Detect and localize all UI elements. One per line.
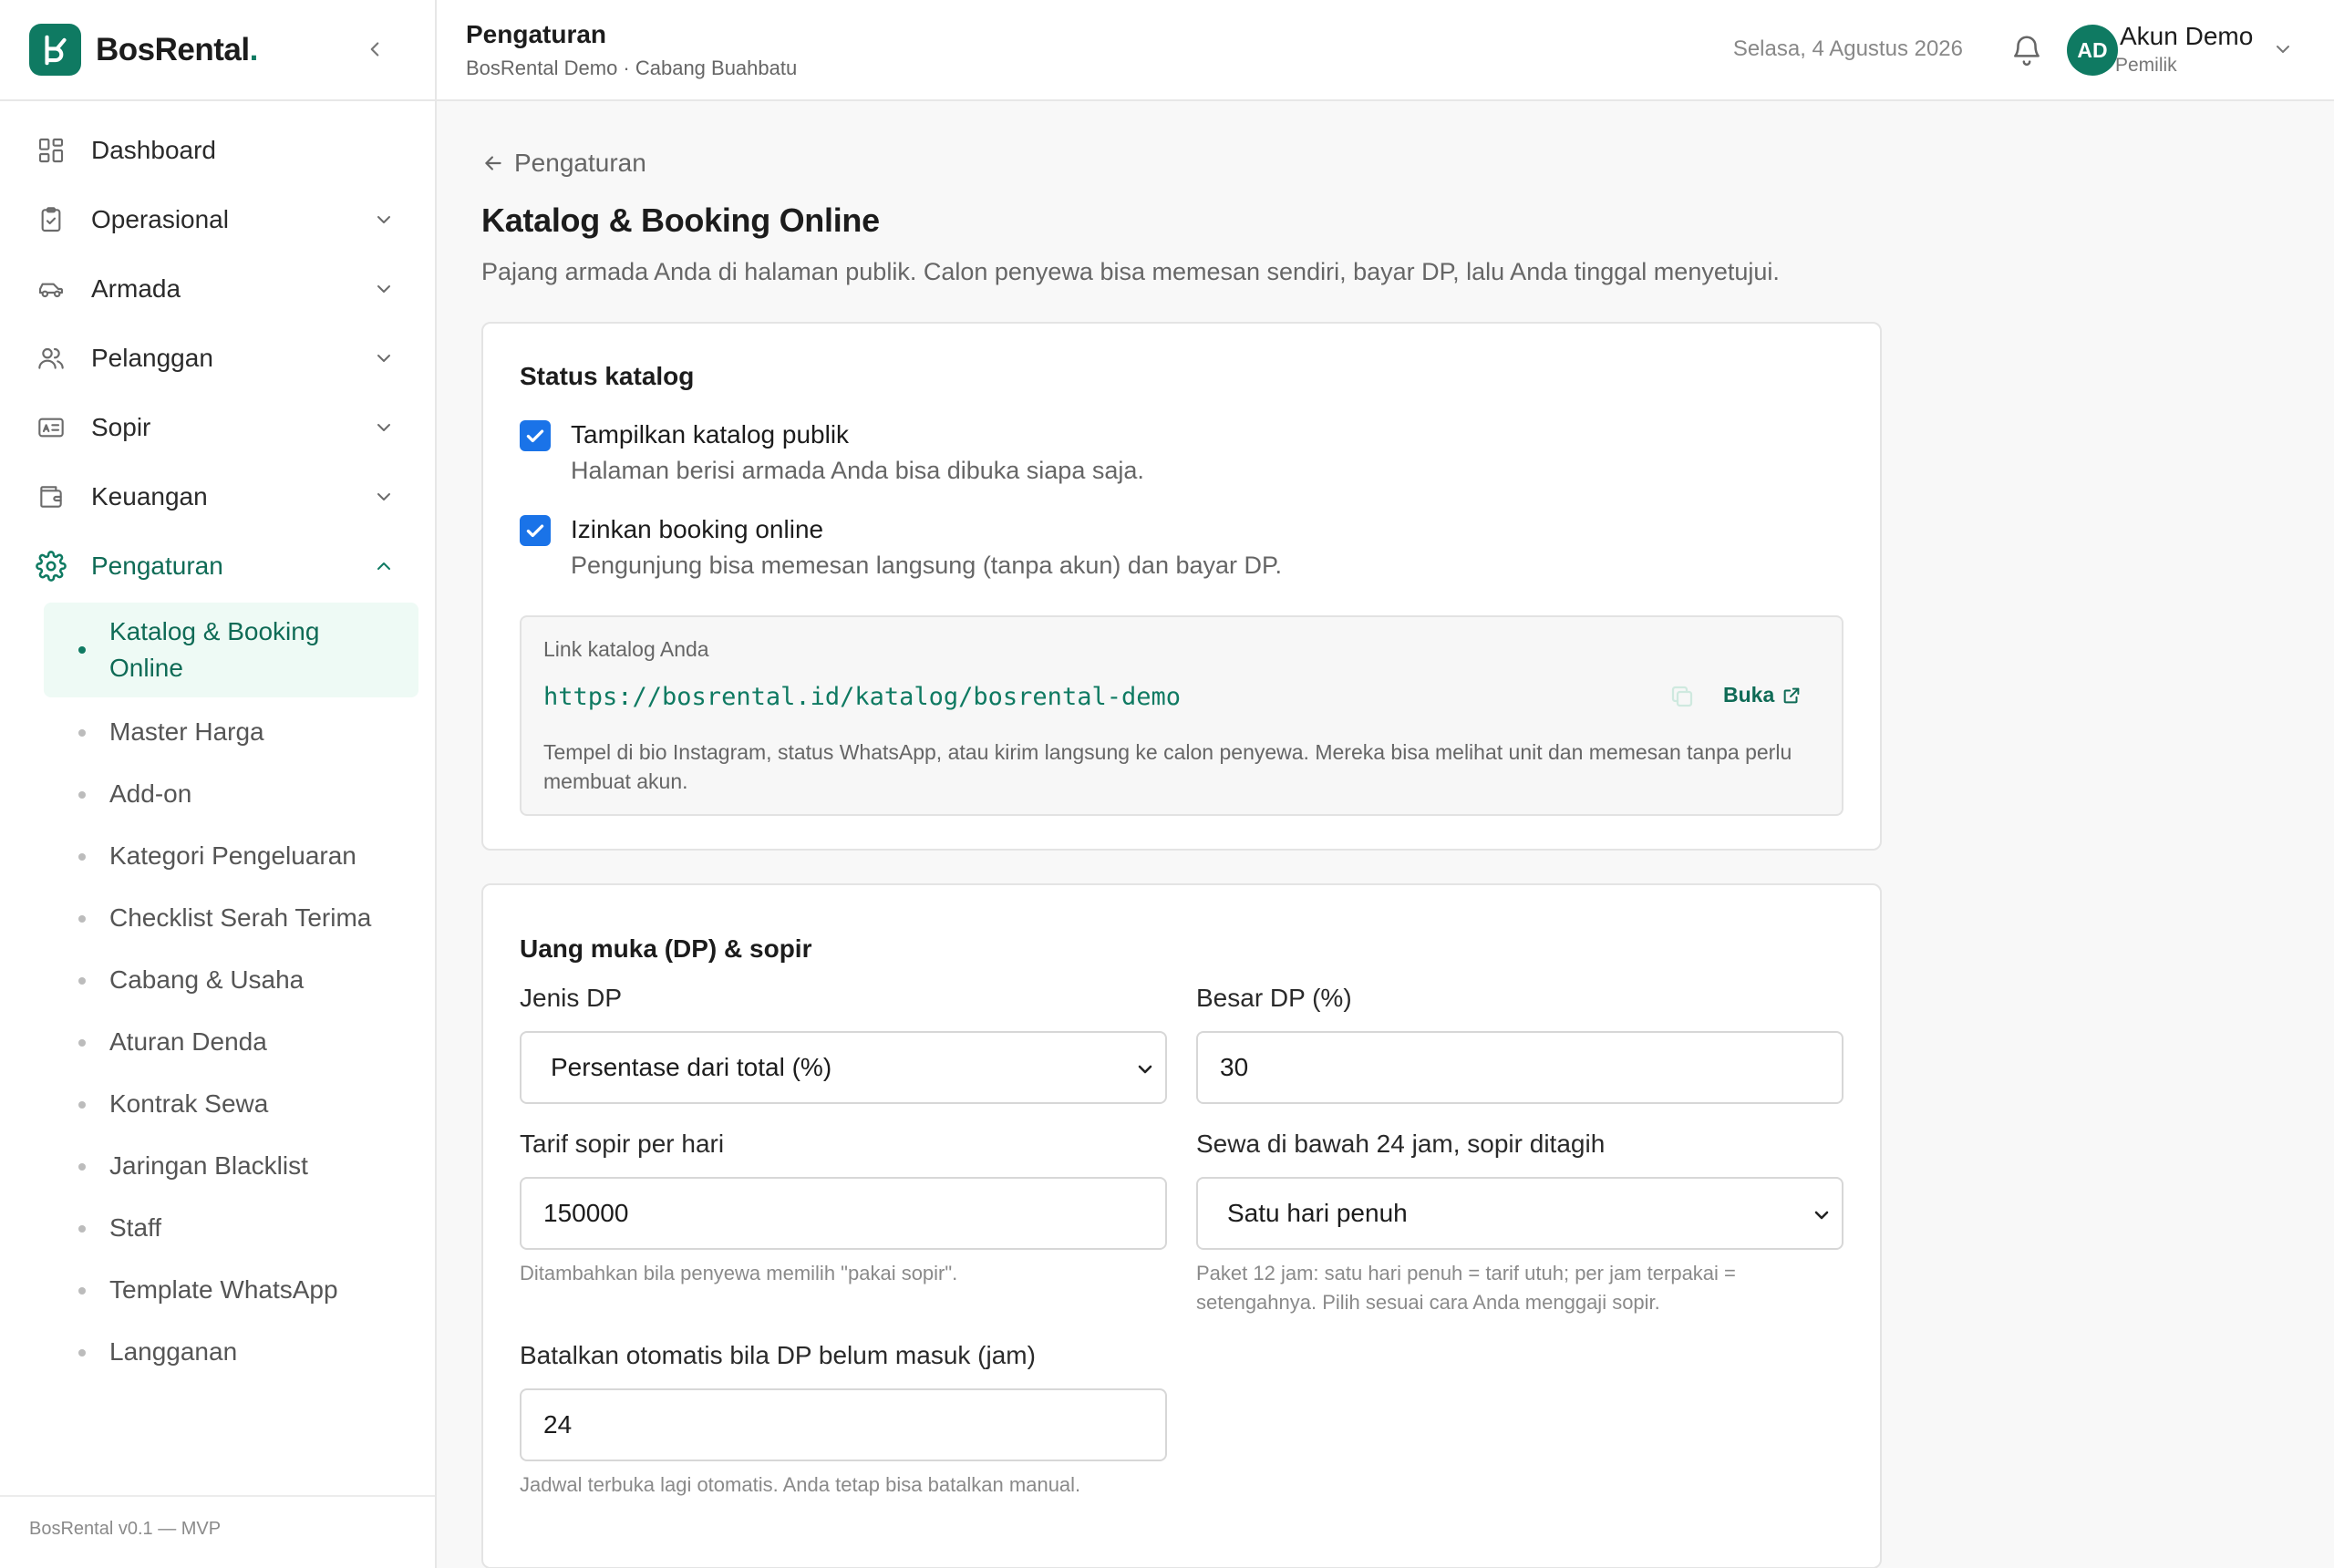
driver-billing-field xyxy=(1196,1130,1843,1317)
sidebar-footer: BosRental v0.1 — MVP xyxy=(0,1495,435,1568)
subnav-item-label: Add-on xyxy=(109,779,192,808)
subnav-item-label: Jaringan Blacklist xyxy=(109,1151,308,1180)
brand-logo-icon[interactable] xyxy=(29,24,81,76)
subnav-item-jaringan-blacklist[interactable] xyxy=(44,1135,418,1197)
chevron-down-icon[interactable] xyxy=(2272,38,2294,60)
open-link-label: Buka xyxy=(1723,683,1775,707)
driver-rate-input[interactable] xyxy=(520,1177,1167,1250)
subnav-item-label: Cabang & Usaha xyxy=(109,965,305,994)
header-title: Pengaturan xyxy=(466,20,607,48)
chevron-left-icon xyxy=(363,37,387,61)
collapse-sidebar-button[interactable] xyxy=(360,35,389,64)
subnav-item-label: Langganan xyxy=(109,1337,238,1366)
user-role: Pemilik xyxy=(2115,55,2177,76)
driver-billing-value: Satu hari penuh xyxy=(1227,1199,1408,1227)
bullet-icon xyxy=(78,1287,86,1295)
dp-amount-input[interactable] xyxy=(1196,1031,1843,1104)
catalog-link-url[interactable]: https://bosrental.id/katalog/bosrental-demo xyxy=(543,683,1181,711)
sidebar-item-operasional[interactable] xyxy=(0,185,435,254)
driver-rate-label: Tarif sopir per hari xyxy=(520,1130,725,1158)
chevron-down-icon xyxy=(373,347,395,369)
auto-cancel-help: Jadwal terbuka lagi otomatis. Anda tetap bisa batalkan manual. xyxy=(520,1473,1081,1496)
open-catalog-link[interactable] xyxy=(1723,683,1802,707)
sidebar-item-armada[interactable] xyxy=(0,254,435,324)
public-catalog-help: Halaman berisi armada Anda bisa dibuka siapa saja. xyxy=(571,457,1144,484)
subnav-item-label: Staff xyxy=(109,1213,162,1242)
subnav-item-label: Template WhatsApp xyxy=(109,1275,338,1304)
subnav-item-langganan[interactable] xyxy=(44,1321,418,1383)
bullet-icon xyxy=(78,729,86,737)
page-description: Pajang armada Anda di halaman publik. Calon penyewa bisa memesan sendiri, bayar DP, lalu Anda tinggal menyetujui. xyxy=(481,258,1780,285)
subnav-item-staff[interactable] xyxy=(44,1197,418,1259)
chevron-up-icon xyxy=(373,555,395,577)
gear-icon xyxy=(35,550,67,583)
chevron-down-icon xyxy=(373,209,395,231)
auto-cancel-input[interactable] xyxy=(520,1388,1167,1461)
top-bar xyxy=(437,0,2334,101)
auto-cancel-field xyxy=(520,1341,1167,1500)
driver-rate-field xyxy=(520,1130,1167,1288)
sidebar-item-pelanggan[interactable] xyxy=(0,324,435,393)
online-booking-label[interactable]: Izinkan booking online xyxy=(571,515,824,543)
clipboard-icon xyxy=(35,203,67,236)
subnav-item-label: Katalog & Booking Online xyxy=(109,617,320,682)
subnav-item-kontrak-sewa[interactable] xyxy=(44,1073,418,1135)
settings-subnav xyxy=(0,601,435,1383)
chevron-down-icon xyxy=(373,278,395,300)
online-booking-help: Pengunjung bisa memesan langsung (tanpa akun) dan bayar DP. xyxy=(571,552,1283,579)
sidebar-item-label: Armada xyxy=(91,274,181,303)
copy-icon[interactable] xyxy=(1668,683,1696,710)
subnav-item-label: Kategori Pengeluaran xyxy=(109,841,356,870)
online-booking-checkbox[interactable] xyxy=(520,515,551,546)
dp-amount-label: Besar DP (%) xyxy=(1196,984,1352,1012)
bullet-icon xyxy=(78,791,86,799)
card-title: Uang muka (DP) & sopir xyxy=(520,934,812,963)
bullet-icon xyxy=(78,1349,86,1357)
subnav-item-template-whatsapp[interactable] xyxy=(44,1259,418,1321)
bullet-icon xyxy=(78,853,86,861)
bullet-icon xyxy=(78,1163,86,1171)
driver-billing-label: Sewa di bawah 24 jam, sopir ditagih xyxy=(1196,1130,1606,1158)
bullet-icon xyxy=(78,1225,86,1233)
driver-billing-help: Paket 12 jam: satu hari penuh = tarif utuh; per jam terpakai = setengahnya. Pilih sesuai cara Anda menggaji sopir. xyxy=(1196,1262,1736,1314)
bullet-icon xyxy=(78,646,86,654)
public-catalog-checkbox[interactable] xyxy=(520,420,551,451)
checkmark-icon xyxy=(523,519,547,542)
subnav-item-aturan-denda[interactable] xyxy=(44,1011,418,1073)
catalog-link-caption: Link katalog Anda xyxy=(543,637,709,661)
auto-cancel-label: Batalkan otomatis bila DP belum masuk (jam) xyxy=(520,1341,1036,1369)
public-catalog-label[interactable]: Tampilkan katalog publik xyxy=(571,420,850,449)
dp-amount-field xyxy=(1196,984,1843,1104)
driver-rate-value: 150000 xyxy=(543,1199,629,1227)
dp-type-label: Jenis DP xyxy=(520,984,623,1012)
subnav-item-katalog-booking[interactable] xyxy=(44,603,418,697)
subnav-item-label: Master Harga xyxy=(109,717,264,746)
catalog-link-box xyxy=(520,615,1843,816)
brand-name[interactable]: BosRental. xyxy=(96,31,258,67)
user-name[interactable]: Akun Demo xyxy=(2120,22,2254,50)
avatar[interactable]: AD xyxy=(2067,25,2118,76)
subnav-item-cabang-usaha[interactable] xyxy=(44,949,418,1011)
bell-icon[interactable] xyxy=(2009,33,2044,67)
chevron-down-icon xyxy=(1811,1204,1833,1226)
checkmark-icon xyxy=(523,424,547,448)
subnav-item-kategori-pengeluaran[interactable] xyxy=(44,825,418,887)
car-icon xyxy=(35,273,67,305)
dp-type-select[interactable] xyxy=(520,1031,1167,1104)
sidebar-item-label: Sopir xyxy=(91,413,151,441)
chevron-down-icon xyxy=(373,486,395,508)
dp-type-value: Persentase dari total (%) xyxy=(551,1053,832,1081)
sidebar-item-label: Keuangan xyxy=(91,482,208,511)
sidebar xyxy=(0,0,437,1568)
external-link-icon xyxy=(1781,686,1802,706)
sidebar-item-label: Operasional xyxy=(91,205,229,233)
bullet-icon xyxy=(78,1039,86,1047)
auto-cancel-value: 24 xyxy=(543,1410,573,1439)
sidebar-item-keuangan[interactable] xyxy=(0,462,435,531)
header-subtitle: BosRental Demo · Cabang Buahbatu xyxy=(466,57,798,79)
driver-billing-select[interactable] xyxy=(1196,1177,1843,1250)
back-link-label: Pengaturan xyxy=(514,149,646,177)
subnav-item-checklist-serah-terima[interactable] xyxy=(44,887,418,949)
arrow-left-icon xyxy=(481,151,505,175)
subnav-item-label: Kontrak Sewa xyxy=(109,1089,269,1118)
dashboard-icon xyxy=(35,134,67,167)
back-link[interactable] xyxy=(481,149,646,178)
dp-amount-value: 30 xyxy=(1220,1053,1249,1081)
sidebar-item-label: Pelanggan xyxy=(91,344,213,372)
sidebar-item-sopir[interactable] xyxy=(0,393,435,462)
users-icon xyxy=(35,342,67,375)
subnav-item-add-on[interactable] xyxy=(44,763,418,825)
card-title: Status katalog xyxy=(520,362,695,390)
catalog-link-help: Tempel di bio Instagram, status WhatsApp, atau kirim langsung ke calon penyewa. Mereka bisa melihat unit dan memesan tanpa perlu membuat akun. xyxy=(543,740,1792,793)
sidebar-item-pengaturan[interactable] xyxy=(0,531,435,601)
bullet-icon xyxy=(78,1101,86,1109)
dp-driver-card xyxy=(481,883,1882,1568)
status-catalog-card xyxy=(481,322,1882,851)
dp-type-field xyxy=(520,984,1167,1104)
driver-rate-help: Ditambahkan bila penyewa memilih "pakai sopir". xyxy=(520,1262,958,1284)
bullet-icon xyxy=(78,915,86,923)
page-title: Katalog & Booking Online xyxy=(481,201,880,239)
sidebar-item-label: Dashboard xyxy=(91,136,216,164)
bullet-icon xyxy=(78,977,86,985)
chevron-down-icon xyxy=(373,417,395,438)
id-card-icon xyxy=(35,411,67,444)
sidebar-item-dashboard[interactable] xyxy=(0,116,435,185)
sidebar-nav xyxy=(0,101,435,1383)
chevron-down-icon xyxy=(1134,1058,1156,1080)
subnav-item-master-harga[interactable] xyxy=(44,701,418,763)
sidebar-item-label: Pengaturan xyxy=(91,552,223,580)
wallet-icon xyxy=(35,480,67,513)
brand-bar xyxy=(0,0,435,101)
header-date: Selasa, 4 Agustus 2026 xyxy=(1732,36,1963,61)
subnav-item-label: Aturan Denda xyxy=(109,1027,267,1056)
subnav-item-label: Checklist Serah Terima xyxy=(109,903,372,932)
